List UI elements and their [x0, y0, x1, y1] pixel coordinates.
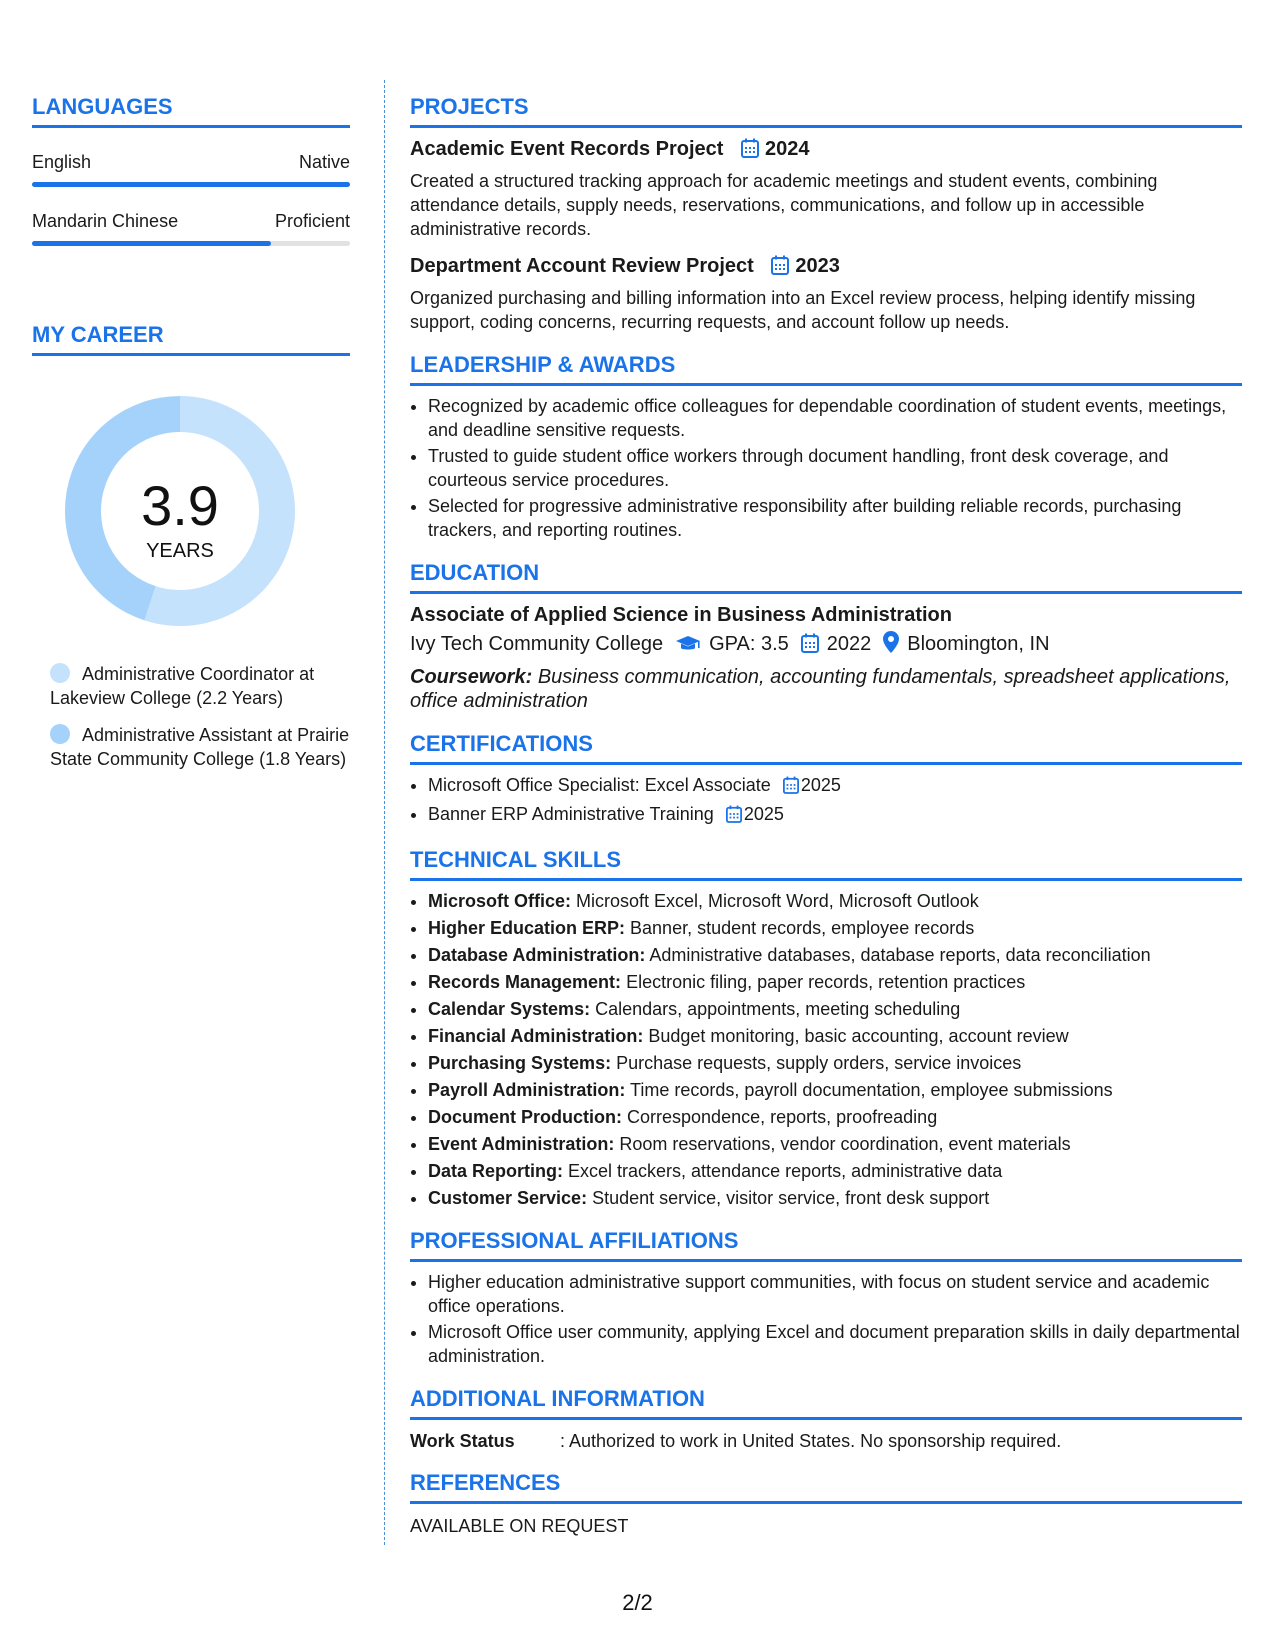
- location-pin-icon: [883, 631, 899, 661]
- project-item: [410, 136, 1242, 241]
- coursework: [410, 665, 1242, 713]
- references-text: AVAILABLE ON REQUEST: [410, 1516, 629, 1536]
- skill-label: Payroll Administration:: [428, 1080, 626, 1100]
- skill-label: Customer Service:: [428, 1188, 588, 1208]
- skills-section: [410, 847, 1242, 1210]
- certification-year: 2025: [800, 775, 841, 795]
- skill-item: [428, 1105, 1242, 1129]
- skill-item: [428, 916, 1242, 940]
- language-bar-fill: [32, 241, 271, 246]
- leadership-title: LEADERSHIP & AWARDS: [410, 352, 1242, 386]
- school-location: Bloomington, IN: [907, 633, 1050, 655]
- page-number: 2/2: [622, 1590, 653, 1615]
- language-name: English: [32, 152, 92, 172]
- skill-value: Electronic filing, paper records, retention practices: [626, 972, 1026, 992]
- list-item: • Selected for progressive administrative responsibility after building reliable records, purchasing trackers, and reporting routines.: [428, 494, 1242, 542]
- skill-label: Calendar Systems:: [428, 999, 591, 1019]
- certifications-section: [410, 731, 1242, 829]
- calendar-icon: [726, 805, 742, 829]
- work-status-label: Work Status: [410, 1431, 515, 1451]
- language-item: [32, 210, 350, 246]
- skill-item: [428, 997, 1242, 1021]
- career-legend: [50, 662, 350, 771]
- skill-value: Correspondence, reports, proofreading: [627, 1107, 938, 1127]
- coursework-label: Coursework:: [410, 666, 533, 688]
- certification-name: Microsoft Office Specialist: Excel Associate: [428, 775, 771, 795]
- projects-title: PROJECTS: [410, 94, 1242, 128]
- skill-value: Banner, student records, employee records: [630, 918, 975, 938]
- skill-label: Purchasing Systems:: [428, 1053, 612, 1073]
- skill-item: [428, 1078, 1242, 1102]
- calendar-icon: [741, 138, 759, 165]
- skill-item: [428, 889, 1242, 913]
- left-column: [32, 94, 350, 784]
- list-item: • Microsoft Office user community, applying Excel and document preparation skills in daily departmental administration.: [428, 1320, 1242, 1368]
- affiliations-title: PROFESSIONAL AFFILIATIONS: [410, 1228, 1242, 1262]
- skill-value: Student service, visitor service, front desk support: [592, 1188, 990, 1208]
- language-name: Mandarin Chinese: [32, 211, 179, 231]
- project-description: Organized purchasing and billing information into an Excel review process, helping identify missing support, coding concerns, recurring requests, and account follow up needs.: [410, 288, 1196, 332]
- references-title: REFERENCES: [410, 1470, 1242, 1504]
- career-total: 3.9: [141, 474, 219, 537]
- language-level: Native: [298, 152, 350, 172]
- graduation-cap-icon: [675, 633, 701, 661]
- certifications-title: CERTIFICATIONS: [410, 731, 1242, 765]
- coursework-text: Business communication, accounting fundamentals, spreadsheet applications, office administration: [410, 666, 1231, 712]
- career-donut: [65, 396, 295, 626]
- project-item: [410, 253, 1242, 334]
- calendar-icon: [771, 255, 789, 282]
- languages-section: [32, 94, 350, 246]
- skill-value: Excel trackers, attendance reports, administrative data: [568, 1161, 1003, 1181]
- project-description: Created a structured tracking approach for academic meetings and student events, combining attendance details, supply needs, reservations, communications, and follow up in accessible administrative records.: [410, 171, 1158, 239]
- degree-name: Associate of Applied Science in Business Administration: [410, 604, 952, 626]
- career-section: [32, 322, 350, 771]
- career-title: MY CAREER: [32, 322, 350, 356]
- affiliations-section: [410, 1228, 1242, 1368]
- project-year: 2023: [795, 255, 840, 277]
- career-unit: YEARS: [146, 540, 214, 562]
- skill-value: Time records, payroll documentation, employee submissions: [630, 1080, 1113, 1100]
- gpa: GPA: 3.5: [709, 633, 789, 655]
- calendar-icon: [783, 776, 799, 800]
- certification-item: [428, 802, 1242, 829]
- calendar-icon: [801, 633, 819, 661]
- skill-label: Records Management:: [428, 972, 622, 992]
- list-item: • Trusted to guide student office workers through document handling, front desk coverage, and courteous service procedures.: [428, 444, 1242, 492]
- project-year: 2024: [765, 138, 810, 160]
- skills-title: TECHNICAL SKILLS: [410, 847, 1242, 881]
- skill-label: Event Administration:: [428, 1134, 615, 1154]
- graduation-year: 2022: [826, 633, 872, 655]
- work-status-value: : Authorized to work in United States. No sponsorship required.: [560, 1431, 1062, 1451]
- skill-item: [428, 1132, 1242, 1156]
- skill-value: Purchase requests, supply orders, service invoices: [616, 1053, 1022, 1073]
- skill-value: Microsoft Excel, Microsoft Word, Microsoft Outlook: [576, 891, 979, 911]
- additional-title: ADDITIONAL INFORMATION: [410, 1386, 1242, 1420]
- legend-label: Administrative Assistant at Prairie State Community College (1.8 Years): [50, 725, 350, 769]
- column-divider: [384, 80, 385, 1545]
- skill-value: Administrative databases, database reports, data reconciliation: [649, 945, 1151, 965]
- language-bar: [32, 182, 350, 187]
- project-name: Department Account Review Project: [410, 255, 754, 277]
- languages-title: LANGUAGES: [32, 94, 350, 128]
- language-level: Proficient: [274, 211, 350, 231]
- skill-item: [428, 1186, 1242, 1210]
- skill-label: Financial Administration:: [428, 1026, 644, 1046]
- skill-item: [428, 1024, 1242, 1048]
- skill-item: [428, 1159, 1242, 1183]
- certification-name: Banner ERP Administrative Training: [428, 804, 714, 824]
- legend-label: Administrative Coordinator at Lakeview College (2.2 Years): [50, 664, 315, 708]
- projects-section: [410, 94, 1242, 334]
- skill-item: [428, 943, 1242, 967]
- list-item: • Recognized by academic office colleagues for dependable coordination of student events, meetings, and deadline sensitive requests.: [428, 394, 1242, 442]
- skill-label: Document Production:: [428, 1107, 622, 1127]
- skill-label: Microsoft Office:: [428, 891, 572, 911]
- skill-value: Room reservations, vendor coordination, event materials: [619, 1134, 1071, 1154]
- skill-label: Higher Education ERP:: [428, 918, 626, 938]
- language-bar-fill: [32, 182, 350, 187]
- legend-item: [50, 662, 350, 710]
- legend-dot: [50, 724, 70, 744]
- leadership-section: [410, 352, 1242, 542]
- skill-item: [428, 1051, 1242, 1075]
- references-section: [410, 1470, 1242, 1537]
- legend-dot: [50, 663, 70, 683]
- language-bar: [32, 241, 350, 246]
- language-item: [32, 151, 350, 187]
- right-column: [410, 94, 1242, 1555]
- project-name: Academic Event Records Project: [410, 138, 724, 160]
- skill-value: Budget monitoring, basic accounting, account review: [648, 1026, 1069, 1046]
- additional-section: [410, 1386, 1242, 1452]
- skills-list: [410, 889, 1242, 1210]
- legend-item: [50, 723, 350, 771]
- skill-label: Data Reporting:: [428, 1161, 563, 1181]
- education-section: [410, 560, 1242, 713]
- certification-item: [428, 773, 1242, 800]
- education-title: EDUCATION: [410, 560, 1242, 594]
- school-name: Ivy Tech Community College: [410, 633, 664, 655]
- skill-label: Database Administration:: [428, 945, 646, 965]
- skill-value: Calendars, appointments, meeting scheduling: [595, 999, 961, 1019]
- list-item: • Higher education administrative support communities, with focus on student service and academic office operations.: [428, 1270, 1242, 1318]
- skill-item: [428, 970, 1242, 994]
- certification-year: 2025: [743, 804, 784, 824]
